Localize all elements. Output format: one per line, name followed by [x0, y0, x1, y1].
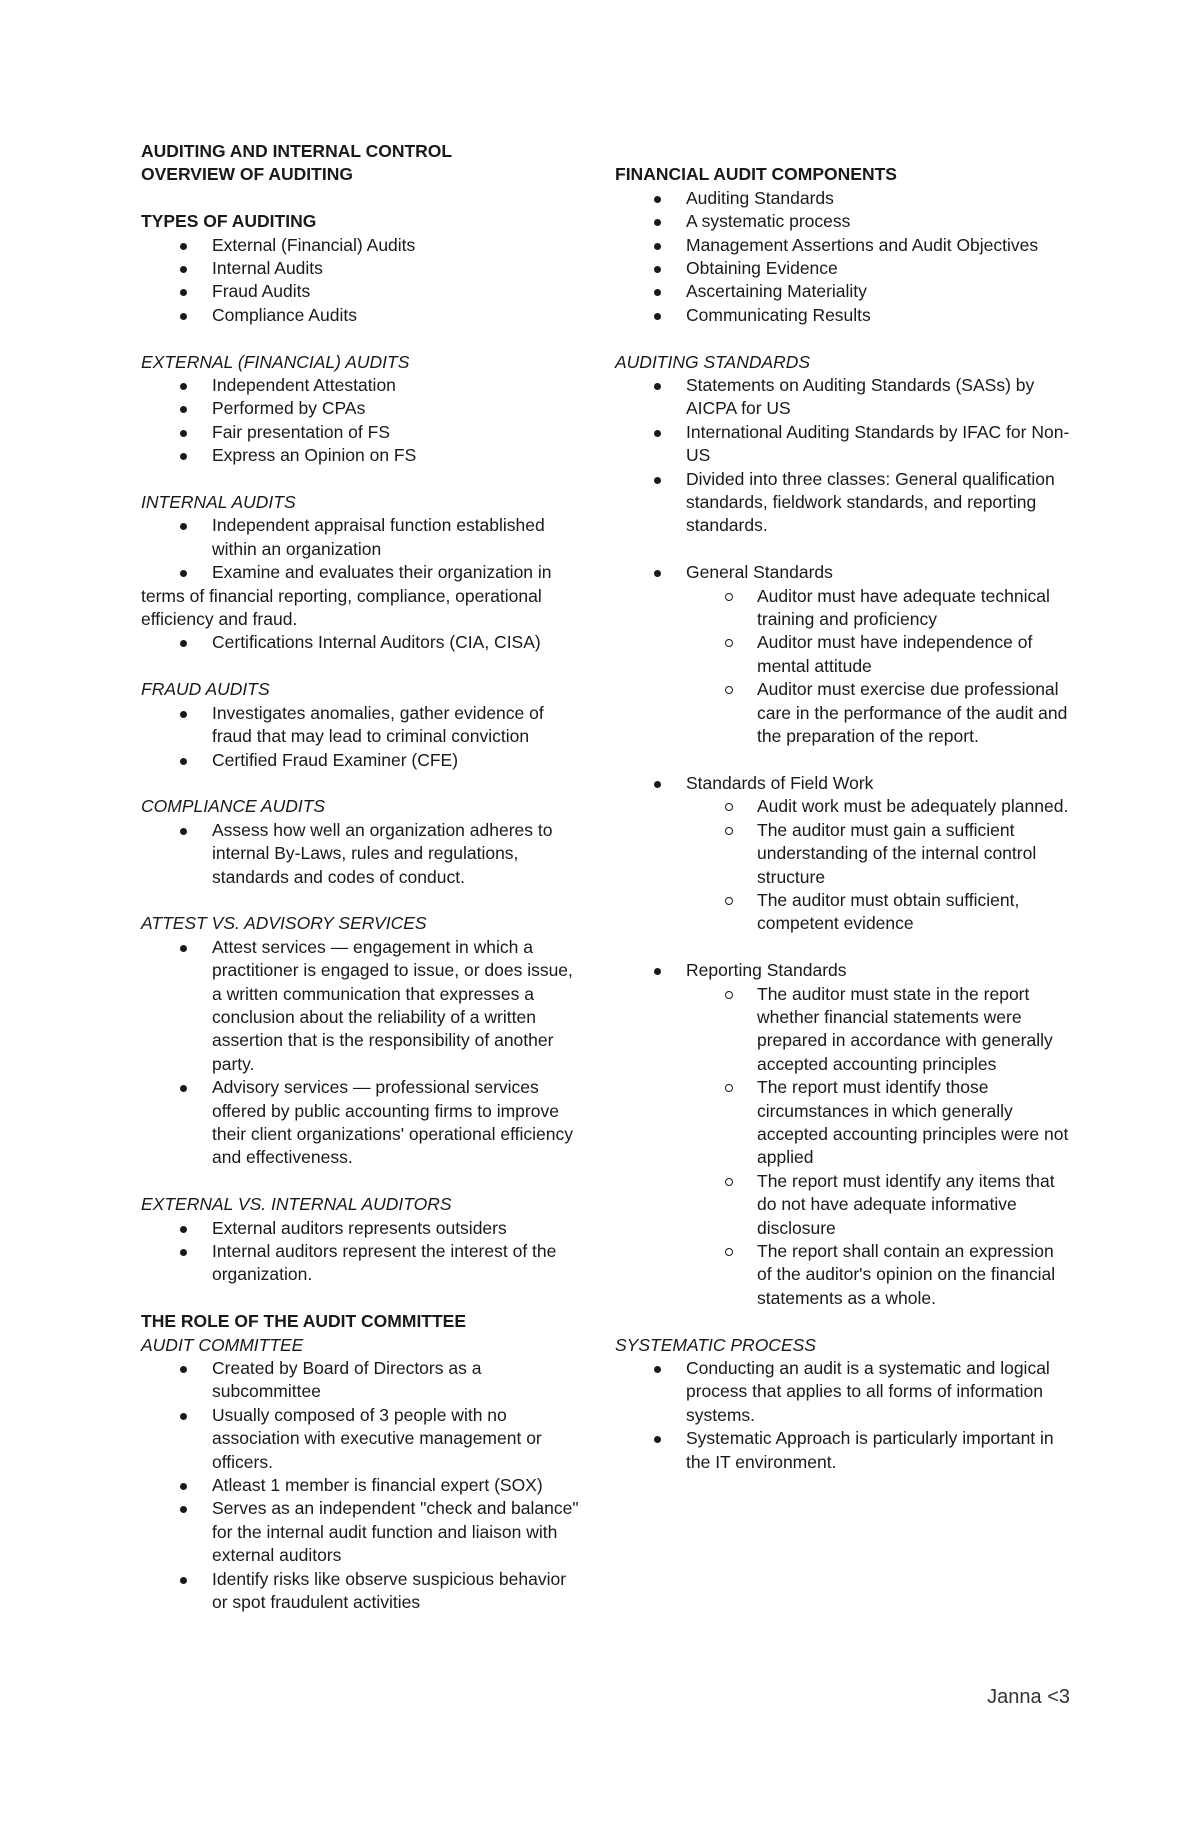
external-audits-list [141, 374, 586, 468]
auditing-standards-list [615, 374, 1070, 1310]
general-standards-label: General Standards [686, 562, 833, 583]
list-item: Auditor must have adequate technical training and proficiency [686, 585, 1070, 632]
list-item: Statements on Auditing Standards (SASs) by AICPA for US [615, 374, 1070, 421]
reporting-standards-item [615, 959, 1070, 1310]
audit-committee-heading: AUDIT COMMITTEE [141, 1334, 304, 1355]
attest-advisory-list [141, 936, 586, 1170]
footer-signature: Janna <3 [987, 1686, 1070, 1708]
audit-committee-role-heading: THE ROLE OF THE AUDIT COMMITTEE [141, 1311, 467, 1332]
list-item: Created by Board of Directors as a subcommittee [141, 1357, 586, 1404]
list-item: Advisory services — professional services offered by public accounting firms to improve their client organizations' operational efficiency and effectiveness. [141, 1076, 586, 1170]
list-item: Certified Fraud Examiner (CFE) [141, 749, 586, 772]
list-item: International Auditing Standards by IFAC for Non-US [615, 421, 1070, 468]
list-item: Independent appraisal function established within an organization [141, 514, 586, 561]
list-item: Internal Audits [141, 257, 586, 280]
list-item: Fair presentation of FS [141, 421, 586, 444]
attest-advisory-heading: ATTEST VS. ADVISORY SERVICES [141, 913, 427, 934]
list-item: Serves as an independent "check and balance" for the internal audit function and liaison with external auditors [141, 1497, 586, 1567]
compliance-audits-list [141, 819, 586, 889]
list-item: Obtaining Evidence [615, 257, 1070, 280]
field-work-standards-list [686, 795, 1070, 935]
list-item: Auditing Standards [615, 187, 1070, 210]
list-item: The auditor must gain a sufficient understanding of the internal control structure [686, 819, 1070, 889]
document-title: AUDITING AND INTERNAL CONTROL [141, 141, 453, 161]
list-item: Auditor must exercise due professional care in the performance of the audit and the preparation of the report. [686, 678, 1070, 748]
list-item: Examine and evaluates their organization in terms of financial reporting, compliance, operational efficiency and fraud. [141, 561, 586, 631]
list-item: Certifications Internal Auditors (CIA, CISA) [141, 631, 586, 654]
list-item: Investigates anomalies, gather evidence of fraud that may lead to criminal conviction [141, 702, 586, 749]
external-internal-auditors-list [141, 1217, 586, 1287]
list-item: A systematic process [615, 210, 1070, 233]
compliance-audits-heading: COMPLIANCE AUDITS [141, 796, 326, 817]
list-item: Express an Opinion on FS [141, 444, 586, 467]
list-item: Audit work must be adequately planned. [686, 795, 1070, 818]
fraud-audits-heading: FRAUD AUDITS [141, 679, 270, 700]
internal-audits-heading: INTERNAL AUDITS [141, 492, 296, 513]
list-item: External (Financial) Audits [141, 234, 586, 257]
list-item: Conducting an audit is a systematic and logical process that applies to all forms of information systems. [615, 1357, 1070, 1427]
list-item: Management Assertions and Audit Objectives [615, 234, 1070, 257]
list-item: The report must identify those circumstances in which generally accepted accounting principles were not applied [686, 1076, 1070, 1170]
list-item: Divided into three classes: General qualification standards, fieldwork standards, and reporting standards. [615, 468, 1070, 538]
types-list [141, 234, 586, 328]
list-item: Usually composed of 3 people with no association with executive management or officers. [141, 1404, 586, 1474]
fraud-audits-list [141, 702, 586, 772]
components-heading: FINANCIAL AUDIT COMPONENTS [615, 164, 897, 185]
list-item: Attest services — engagement in which a practitioner is engaged to issue, or does issue, a written communication that expresses a conclusion about the reliability of a written assertion that is the responsibility of another party. [141, 936, 586, 1076]
list-item: The report must identify any items that do not have adequate informative disclosure [686, 1170, 1070, 1240]
list-item: Atleast 1 member is financial expert (SOX) [141, 1474, 586, 1497]
list-item: Systematic Approach is particularly important in the IT environment. [615, 1427, 1070, 1474]
list-item: The auditor must obtain sufficient, competent evidence [686, 889, 1070, 936]
list-item: The report shall contain an expression of the auditor's opinion on the financial statements as a whole. [686, 1240, 1070, 1310]
list-item: Communicating Results [615, 304, 1070, 327]
components-list [615, 187, 1070, 327]
reporting-standards-label: Reporting Standards [686, 960, 847, 981]
systematic-process-list [615, 1357, 1070, 1474]
internal-audits-list [141, 514, 586, 654]
list-item: Auditor must have independence of mental attitude [686, 631, 1070, 678]
list-item: External auditors represents outsiders [141, 1217, 586, 1240]
external-internal-auditors-heading: EXTERNAL VS. INTERNAL AUDITORS [141, 1194, 452, 1215]
left-column [141, 140, 586, 1614]
list-item: Performed by CPAs [141, 397, 586, 420]
external-audits-heading: EXTERNAL (FINANCIAL) AUDITS [141, 351, 410, 372]
list-item: Independent Attestation [141, 374, 586, 397]
general-standards-list [686, 585, 1070, 749]
list-item: Fraud Audits [141, 280, 586, 303]
list-item: Ascertaining Materiality [615, 280, 1070, 303]
list-item: Identify risks like observe suspicious behavior or spot fraudulent activities [141, 1568, 586, 1615]
list-item: Internal auditors represent the interest of the organization. [141, 1240, 586, 1287]
types-heading: TYPES OF AUDITING [141, 211, 317, 232]
general-standards-item [615, 561, 1070, 748]
list-item: The auditor must state in the report whether financial statements were prepared in accordance with generally accepted accounting principles [686, 983, 1070, 1077]
audit-committee-list [141, 1357, 586, 1614]
right-column [615, 140, 1070, 1474]
reporting-standards-list [686, 983, 1070, 1311]
document-subtitle: OVERVIEW OF AUDITING [141, 164, 353, 185]
list-item: Assess how well an organization adheres to internal By-Laws, rules and regulations, standards and codes of conduct. [141, 819, 586, 889]
list-item: Compliance Audits [141, 304, 586, 327]
field-work-standards-label: Standards of Field Work [686, 772, 874, 793]
auditing-standards-heading: AUDITING STANDARDS [615, 351, 811, 372]
field-work-standards-item [615, 772, 1070, 936]
systematic-process-heading: SYSTEMATIC PROCESS [615, 1334, 816, 1355]
